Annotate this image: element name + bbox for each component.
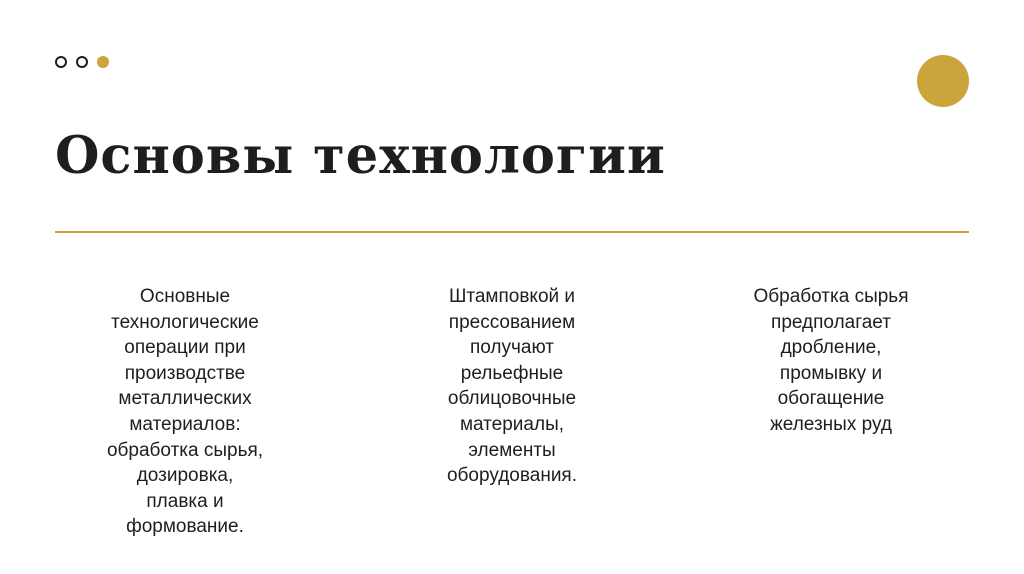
text-line: Штамповкой и — [448, 286, 576, 307]
text-line: элементы — [468, 439, 556, 461]
text-column-3 — [711, 284, 951, 438]
text-line: облицовочные — [447, 388, 577, 410]
title-divider — [55, 231, 969, 233]
text-line: производстве — [124, 362, 246, 384]
text-line: формование. — [126, 516, 244, 538]
filled-dot-icon — [97, 56, 109, 68]
text-line: технологические — [111, 311, 259, 333]
text-line: прессованием — [448, 311, 576, 333]
text-line: Основные — [139, 286, 231, 307]
text-line: железных руд — [770, 413, 892, 435]
text-line: операции при — [124, 337, 246, 359]
text-line: получают — [469, 337, 555, 359]
text-line: обогащение — [777, 388, 885, 410]
text-line: плавка и — [146, 490, 224, 512]
text-line: промывку и — [779, 362, 883, 384]
text-line: материалов: — [129, 413, 241, 435]
text-column-1 — [65, 284, 305, 540]
text-line: предполагает — [771, 311, 891, 333]
text-line: рельефные — [460, 362, 564, 384]
text-line: дробление, — [780, 337, 882, 359]
ring-dot-icon — [55, 56, 67, 68]
text-line: дозировка, — [136, 465, 234, 487]
text-line: материалы, — [459, 413, 565, 435]
slide-title: Основы технологии — [55, 126, 666, 186]
text-line: металлических — [118, 388, 252, 410]
text-line: оборудования. — [446, 465, 577, 487]
text-line: Обработка сырья — [753, 286, 909, 307]
text-column-2 — [392, 284, 632, 489]
ring-dot-icon — [76, 56, 88, 68]
decorative-dots — [55, 55, 115, 69]
text-line: обработка сырья, — [106, 439, 264, 461]
accent-circle-icon — [917, 55, 969, 107]
